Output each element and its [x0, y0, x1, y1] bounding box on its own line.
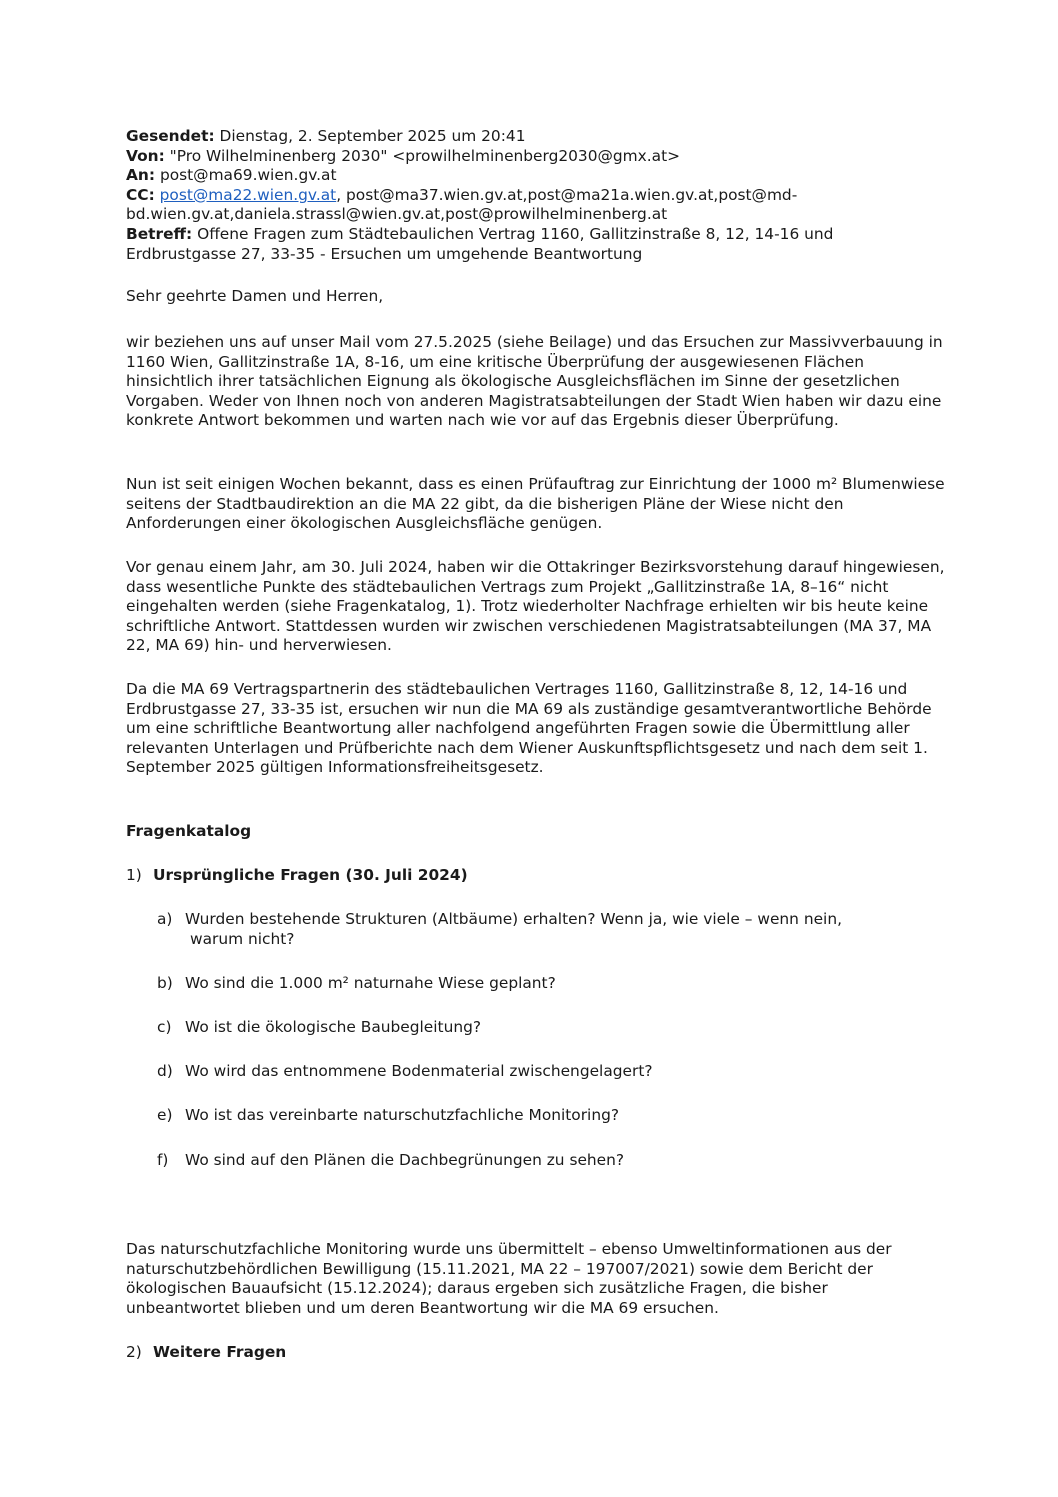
cc-line-2: bd.wien.gv.at,daniela.strassl@wien.gv.at,post@prowilhelminenberg.at [126, 205, 668, 224]
paragraph-1: wir beziehen uns auf unser Mail vom 27.5.2025 (siehe Beilage) und das Ersuchen zur Massivverbauung in 1160 Wien, Gallitzinstraße 1A, 8-16, um eine kritische Überprüfung der ausgewiesenen Flächen hinsichtlich ihrer tatsächlichen Eignung als ökologische Ausgleichsflächen im Sinne der gesetzlichen Vorgaben. Weder von Ihnen noch von anderen Magistratsabteilungen der Stadt Wien haben wir dazu eine konkrete Antwort bekommen und warten nach wie vor auf das Ergebnis dieser Überprüfung. [126, 333, 943, 430]
to-line [126, 166, 946, 186]
sent-label: Gesendet: [126, 127, 215, 145]
question-text: Wurden bestehende Strukturen (Altbäume) erhalten? Wenn ja, wie viele – wenn nein, [185, 910, 842, 928]
paragraph-3: Vor genau einem Jahr, am 30. Juli 2024, haben wir die Ottakringer Bezirksvorstehung darauf hingewiesen, dass wesentliche Punkte des städtebaulichen Vertrags zum Projekt „Gallitzinstraße 1A, 8–16“ nicht eingehalten werden (siehe Fragenkatalog, 1). Trotz wiederholter Nachfrage erhielten wir bis heute keine schriftliche Antwort. Stattdessen wurden wir zwischen verschiedenen Magistratsabteilungen (MA 37, MA 22, MA 69) hin- und herverwiesen. [126, 558, 945, 655]
paragraph-5: Das naturschutzfachliche Monitoring wurde uns übermittelt – ebenso Umweltinformationen aus der naturschutzbehördlichen Bewilligung (15.11.2021, MA 22 – 197007/2021) sowie dem Bericht der ökologischen Bauaufsicht (15.12.2024); daraus ergeben sich zusätzliche Fragen, die bisher unbeantwortet blieben und um deren Beantwortung wir die MA 69 ersuchen. [126, 1240, 892, 1317]
question-letter: f) [157, 1151, 169, 1169]
from-value: "Pro Wilhelminenberg 2030" <prowilhelminenberg2030@gmx.at> [169, 146, 681, 165]
question-letter: e) [157, 1106, 173, 1124]
subject-line [126, 225, 946, 245]
to-value: post@ma69.wien.gv.at [159, 166, 337, 185]
question-d [157, 1062, 917, 1082]
subject-label: Betreff: [126, 224, 193, 243]
cc-email-link[interactable]: post@ma22.wien.gv.at [159, 185, 337, 204]
cc-line [126, 186, 946, 206]
subject-line-2: Erdbrustgasse 27, 33-35 - Ersuchen um umgehende Beantwortung [126, 244, 643, 263]
cc-line1-rest: , post@ma37.wien.gv.at,post@ma21a.wien.gv.at,post@md- [336, 185, 798, 204]
greeting: Sehr geehrte Damen und Herren, [126, 287, 384, 305]
to-label: An: [126, 166, 156, 185]
paragraph-2: Nun ist seit einigen Wochen bekannt, dass es einen Prüfauftrag zur Einrichtung der 1000 m² Blumenwiese seitens der Stadtbaudirektion an die MA 22 gibt, da die bisherigen Pläne der Wiese nicht den Anforderungen einer ökologischen Ausgleichsfläche genügen. [126, 475, 945, 533]
from-label: Von: [126, 146, 165, 165]
question-text-cont: warum nicht? [190, 929, 295, 948]
section-2-heading [126, 1343, 286, 1363]
question-letter: b) [157, 974, 173, 992]
question-text: Wo ist das vereinbarte naturschutzfachliche Monitoring? [185, 1106, 620, 1124]
catalog-heading: Fragenkatalog [126, 822, 252, 840]
paragraph-4: Da die MA 69 Vertragspartnerin des städtebaulichen Vertrages 1160, Gallitzinstraße 8, 12, 14-16 und Erdbrustgasse 27, 33-35 ist, ersuchen wir nun die MA 69 als zuständige gesamtverantwortliche Behörde um eine schriftliche Beantwortung aller nachfolgend angeführten Fragen sowie die Übermittlung aller relevanten Unterlagen und Prüfberichte nach dem Wiener Auskunftspflichtsgesetz und nach dem seit 1. September 2025 gültigen Informationsfreiheitsgesetz. [126, 680, 932, 777]
from-line [126, 147, 946, 167]
sent-line [126, 127, 946, 147]
question-letter: d) [157, 1062, 173, 1080]
question-text: Wo sind auf den Plänen die Dachbegrünungen zu sehen? [185, 1151, 625, 1169]
section-2-number: 2) [126, 1343, 142, 1361]
question-text: Wo ist die ökologische Baubegleitung? [185, 1018, 482, 1036]
question-b [157, 974, 917, 994]
section-1-heading [126, 866, 468, 886]
question-a [157, 910, 917, 949]
sent-value: Dienstag, 2. September 2025 um 20:41 [219, 127, 526, 145]
section-2-title: Weitere Fragen [153, 1343, 287, 1361]
question-e [157, 1106, 917, 1126]
question-text: Wo wird das entnommene Bodenmaterial zwischengelagert? [185, 1062, 653, 1080]
section-1-number: 1) [126, 866, 142, 884]
question-c [157, 1018, 917, 1038]
email-header [126, 127, 946, 264]
question-letter: c) [157, 1018, 172, 1036]
question-text: Wo sind die 1.000 m² naturnahe Wiese geplant? [185, 974, 556, 992]
section-1-title: Ursprüngliche Fragen (30. Juli 2024) [153, 866, 468, 884]
cc-label: CC: [126, 185, 155, 204]
question-f [157, 1151, 917, 1171]
subject-line1: Offene Fragen zum Städtebaulichen Vertrag 1160, Gallitzinstraße 8, 12, 14-16 und [197, 224, 834, 243]
question-letter: a) [157, 910, 173, 928]
